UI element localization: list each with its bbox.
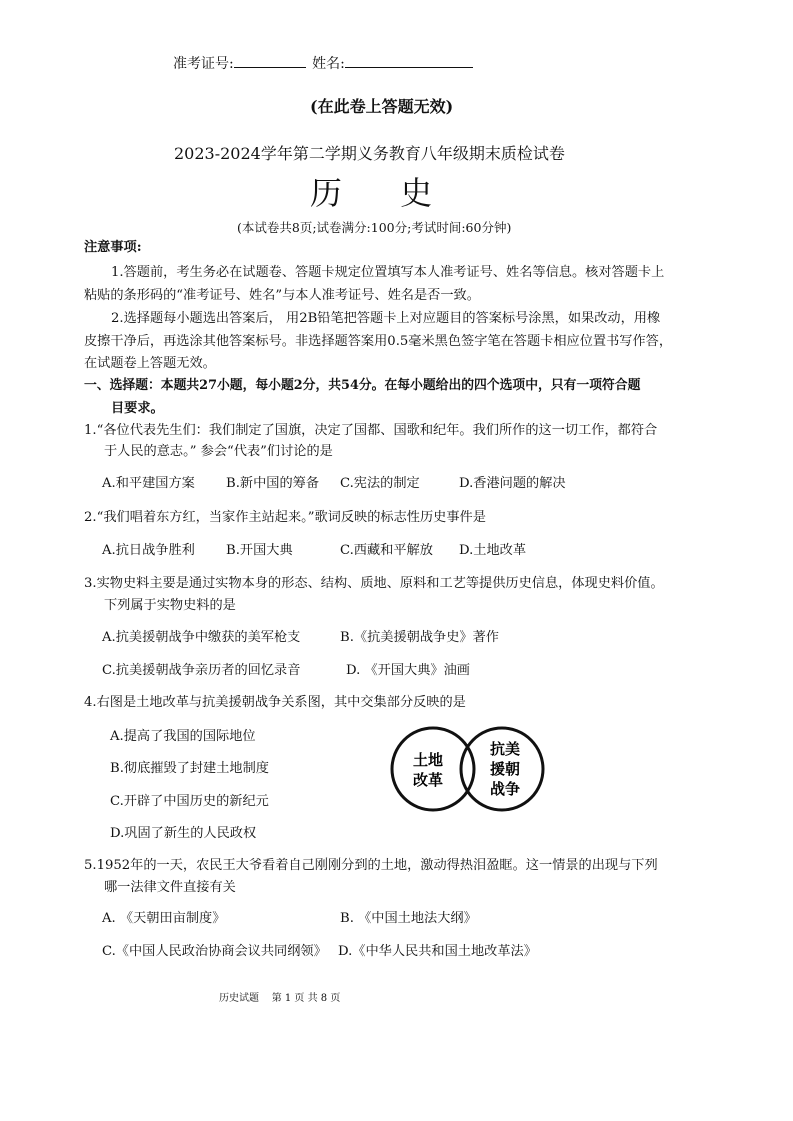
notes-line: 皮擦干净后，再选涂其他答案标号。非选择题答案用0.5毫米黑色签字笔在答题卡相应位置书写作答， (84, 334, 673, 349)
question-stem: 5.1952年的一天，农民王大爷看着自己刚刚分到的土地，激动得热泪盈眶。这一情景的出现与下列 (84, 858, 658, 873)
venn-right-label: 援朝 (489, 760, 521, 778)
option-d[interactable]: D.《中华人民共和国土地改革法》 (338, 944, 537, 959)
exam-id-blank[interactable] (234, 53, 306, 68)
exam-info: (本试卷共8页;试卷满分:100分;考试时间:60分钟) (237, 220, 512, 235)
option-d[interactable]: D.香港问题的解决 (459, 476, 566, 491)
option-d[interactable]: D. 《开国大典》油画 (346, 663, 470, 678)
question-stem: 3.实物史料主要是通过实物本身的形态、结构、质地、原料和工艺等提供历史信息，体现史料价值。 (84, 576, 664, 591)
option-c[interactable]: C.西藏和平解放 (340, 543, 433, 558)
option-a[interactable]: A. 《天朝田亩制度》 (102, 911, 226, 926)
option-a[interactable]: A.抗美援朝战争中缴获的美军枪支 (102, 630, 301, 645)
venn-diagram (388, 723, 558, 815)
question-stem: 1.“各位代表先生们：我们制定了国旗，决定了国都、国歌和纪年。我们所作的这一切工作，都符合 (84, 423, 658, 438)
option-d[interactable]: D.土地改革 (459, 543, 527, 558)
option-a[interactable]: A.提高了我国的国际地位 (110, 729, 256, 744)
option-a[interactable]: A.和平建国方案 (102, 476, 195, 491)
option-d[interactable]: D.巩固了新生的人民政权 (110, 826, 257, 841)
subject-title: 历 史 (310, 174, 457, 212)
option-b[interactable]: B.开国大典 (226, 543, 293, 558)
notes-line: 1.答题前，考生务必在试题卷、答题卡规定位置填写本人准考证号、姓名等信息。核对答题卡上 (111, 265, 665, 280)
venn-right-label: 战争 (489, 780, 521, 798)
question-stem: 2.“我们唱着东方红，当家作主站起来。”歌词反映的标志性历史事件是 (84, 510, 486, 525)
notes-line: 粘贴的条形码的“准考证号、姓名”与本人准考证号、姓名是否一致。 (84, 288, 480, 303)
notes-heading: 注意事项: (84, 240, 142, 255)
venn-right-label: 抗美 (489, 740, 521, 758)
exam-title: 2023-2024学年第二学期义务教育八年级期末质检试卷 (174, 144, 565, 163)
page-footer: 历史试题 第 1 页 共 8 页 (219, 993, 341, 1004)
option-b[interactable]: B. 《中国土地法大纲》 (340, 911, 477, 926)
exam-id-field (173, 53, 473, 73)
section-heading-cont: 目要求。 (111, 401, 164, 416)
notes-line: 在试题卷上答题无效。 (84, 356, 216, 371)
option-a[interactable]: A.抗日战争胜利 (102, 543, 195, 558)
option-b[interactable]: B.新中国的筹备 (226, 476, 320, 491)
section-heading: 一、选择题：本题共27小题，每小题2分，共54分。在每小题给出的四个选项中，只有一项符合题 (84, 378, 641, 393)
option-c[interactable]: C.《中国人民政治协商会议共同纲领》 (102, 944, 327, 959)
option-b[interactable]: B.《抗美援朝战争史》著作 (340, 630, 499, 645)
venn-left-label: 土地 (412, 751, 444, 769)
question-stem-cont: 哪一法律文件直接有关 (104, 880, 236, 895)
venn-left-label: 改革 (412, 771, 444, 789)
option-c[interactable]: C.抗美援朝战争亲历者的回忆录音 (102, 663, 301, 678)
name-label: 姓名: (312, 56, 345, 72)
option-c[interactable]: C.开辟了中国历史的新纪元 (110, 794, 269, 809)
question-stem-cont: 下列属于实物史料的是 (104, 598, 236, 613)
question-stem-cont: 于人民的意志。” 参会“代表”们讨论的是 (104, 444, 333, 459)
invalid-notice: (在此卷上答题无效) (310, 97, 454, 116)
option-b[interactable]: B.彻底摧毁了封建土地制度 (110, 761, 269, 776)
name-blank[interactable] (345, 53, 473, 68)
exam-id-label: 准考证号: (173, 56, 234, 72)
notes-line: 2.选择题每小题选出答案后， 用2B铅笔把答题卡上对应题目的答案标号涂黑，如果改动，用橡 (111, 311, 661, 326)
option-c[interactable]: C.宪法的制定 (340, 476, 420, 491)
question-stem: 4.右图是土地改革与抗美援朝战争关系图，其中交集部分反映的是 (84, 695, 466, 710)
